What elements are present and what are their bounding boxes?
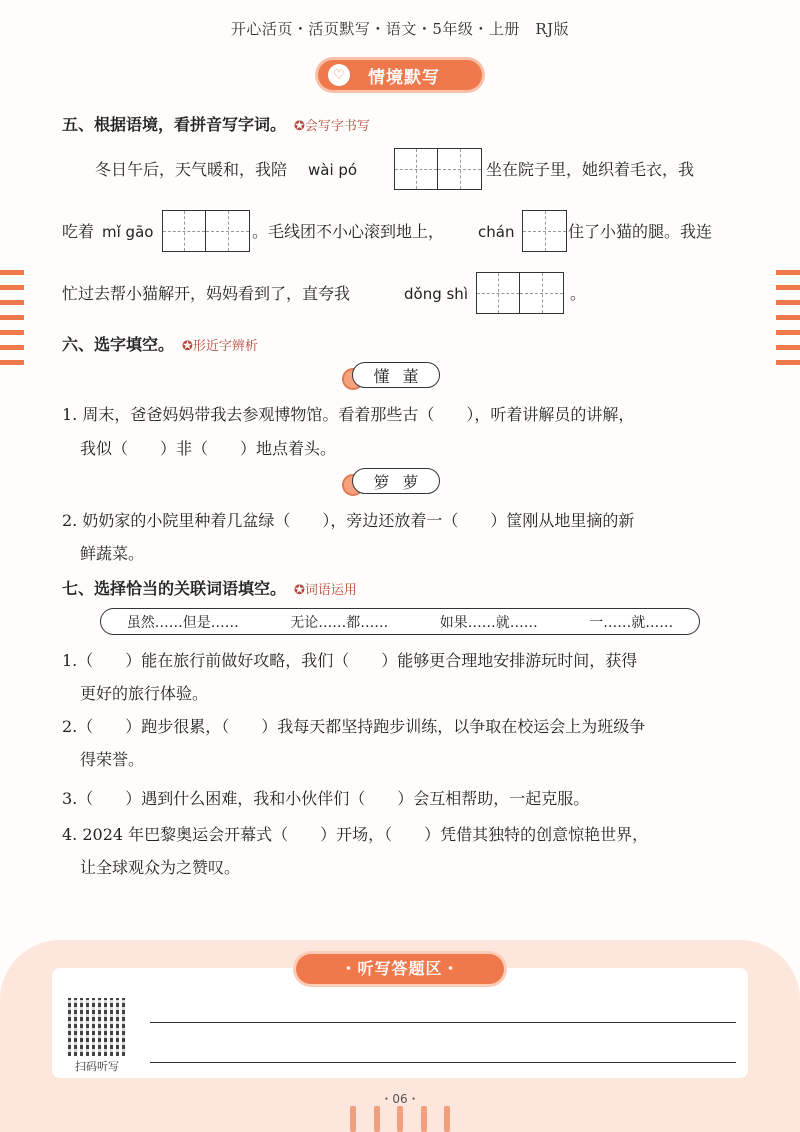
tag-icon: ✪ <box>294 583 305 598</box>
left-decoration <box>0 270 24 375</box>
s7-q3-line1: 3.（ ）遇到什么困难，我和小伙伴们（ ）会互相帮助，一起克服。 <box>62 789 590 808</box>
writing-grid-dongshi[interactable] <box>476 272 564 314</box>
connective-option: 一……就…… <box>589 614 674 631</box>
writing-grid-waipo[interactable] <box>394 148 482 190</box>
page-number: ・06・ <box>380 1092 420 1106</box>
section5-title <box>62 112 370 135</box>
answer-line[interactable] <box>150 1062 736 1063</box>
char-option: 懂 <box>373 366 390 386</box>
right-decoration <box>776 270 800 375</box>
s6-q1-line1: 1. 周末，爸爸妈妈带我去参观博物馆。看着那些古（ ），听着讲解员的讲解， <box>62 405 635 424</box>
char-group-1 <box>352 362 440 388</box>
section5-tag-text: 会写字书写 <box>304 119 370 134</box>
qr-code-pattern <box>68 998 126 1056</box>
s7-q2-line1: 2.（ ）跑步很累，（ ）我每天都坚持跑步训练，以争取在校运会上为班级争 <box>62 717 646 736</box>
writing-grid-migao[interactable] <box>162 210 250 252</box>
section-banner-label: 情境默写 <box>368 67 440 88</box>
char-option: 箩 <box>373 472 390 492</box>
section5-title-text: 五、根据语境，看拼音写字词。 <box>62 115 287 134</box>
connective-word-box <box>100 608 700 635</box>
connective-option: 如果……就…… <box>439 614 538 631</box>
s7-q1-line2: 更好的旅行体验。 <box>80 684 209 703</box>
bottom-decoration <box>350 1106 450 1132</box>
tag-icon: ✪ <box>294 119 305 134</box>
answer-area-title: ・听写答题区・ <box>296 954 504 984</box>
pinyin-waipo: wài pó <box>308 161 358 179</box>
connective-option: 虽然……但是…… <box>126 614 239 631</box>
s7-q4-line2: 让全球观众为之赞叹。 <box>80 858 241 877</box>
pinyin-migao: mǐ gāo <box>102 223 154 241</box>
section5-tag <box>294 119 370 134</box>
page-header: 开心活页・活页默写・语文・5年级・上册 RJ版 <box>230 20 570 38</box>
section6-title-text: 六、选字填空。 <box>62 335 175 354</box>
s5-line2-pre: 吃着 <box>62 222 95 241</box>
answer-line[interactable] <box>150 1022 736 1023</box>
s6-q2-line1: 2. 奶奶家的小院里种着几盆绿（ ），旁边还放着一（ ）筐刚从地里摘的新 <box>62 511 635 530</box>
section7-title-text: 七、选择恰当的关联词语填空。 <box>62 579 287 598</box>
s6-q1-line2: 我似（ ）非（ ）地点着头。 <box>80 439 337 458</box>
pinyin-dongshi: dǒng shì <box>404 285 468 303</box>
tag-icon: ✪ <box>182 339 193 354</box>
section-banner <box>318 60 482 90</box>
pinyin-chan: chán <box>478 223 515 241</box>
s7-q4-line1: 4. 2024 年巴黎奥运会开幕式（ ）开场，（ ）凭借其独特的创意惊艳世界， <box>62 825 649 844</box>
section6-tag-text: 形近字辨析 <box>192 339 258 354</box>
writing-grid-chan[interactable] <box>522 210 567 252</box>
section6-title <box>62 332 258 355</box>
s7-q1-line1: 1.（ ）能在旅行前做好攻略，我们（ ）能够更合理地安排游玩时间，获得 <box>62 651 638 670</box>
section7-tag-text: 词语运用 <box>304 583 357 598</box>
s7-q2-line2: 得荣誉。 <box>80 750 145 769</box>
section6-tag <box>182 339 258 354</box>
char-option: 萝 <box>402 472 419 492</box>
s5-line1-post: 坐在院子里，她织着毛衣，我 <box>486 160 695 179</box>
char-group-2 <box>352 468 440 494</box>
s5-line3-pre: 忙过去帮小猫解开，妈妈看到了，直夸我 <box>62 284 351 303</box>
s5-line2-post: 住了小猫的腿。我连 <box>568 222 713 241</box>
qr-label: 扫码听写 <box>75 1060 119 1073</box>
char-option: 董 <box>402 366 419 386</box>
heart-book-icon: ♡ <box>328 64 350 86</box>
s5-line2-mid: 。毛线团不小心滚到地上， <box>252 222 445 241</box>
s5-line3-post: 。 <box>570 284 587 303</box>
connective-option: 无论……都…… <box>290 614 389 631</box>
s6-q2-line2: 鲜蔬菜。 <box>80 544 145 563</box>
section7-tag <box>294 583 357 598</box>
section7-title <box>62 576 357 599</box>
s5-line1-pre: 冬日午后，天气暖和，我陪 <box>95 160 288 179</box>
